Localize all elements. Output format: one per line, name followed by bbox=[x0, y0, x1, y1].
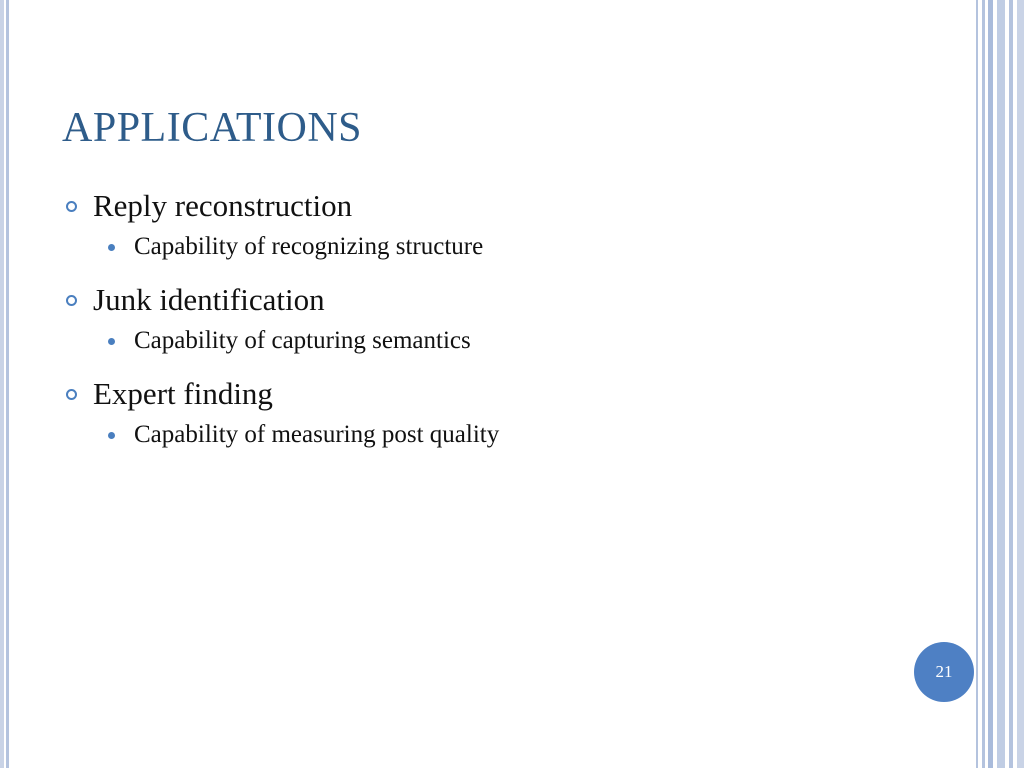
bullet-item bbox=[66, 186, 946, 226]
bullet-text: Junk identification bbox=[93, 282, 325, 317]
bullet-text: Expert finding bbox=[93, 376, 273, 411]
dot-bullet-icon bbox=[108, 432, 115, 439]
right-border-stripe bbox=[1009, 0, 1013, 768]
right-border-stripe bbox=[982, 0, 985, 768]
right-border-stripe bbox=[976, 0, 978, 768]
dot-bullet-icon bbox=[108, 338, 115, 345]
bullet-item bbox=[66, 280, 946, 320]
page-number-badge bbox=[914, 642, 974, 702]
sub-bullet-item bbox=[66, 324, 946, 358]
sub-bullet-text: Capability of recognizing structure bbox=[134, 233, 484, 260]
ring-bullet-icon bbox=[66, 295, 77, 306]
ring-bullet-icon bbox=[66, 201, 77, 212]
left-border-stripe bbox=[6, 0, 9, 768]
sub-bullet-text: Capability of capturing semantics bbox=[134, 327, 471, 354]
left-border-stripe bbox=[0, 0, 4, 768]
bullet-item bbox=[66, 374, 946, 414]
right-border-stripe bbox=[988, 0, 993, 768]
right-border-stripe bbox=[1017, 0, 1024, 768]
bullet-list bbox=[66, 186, 946, 468]
slide-title: APPLICATIONS bbox=[62, 105, 363, 151]
sub-bullet-item bbox=[66, 230, 946, 264]
ring-bullet-icon bbox=[66, 389, 77, 400]
sub-bullet-text: Capability of measuring post quality bbox=[134, 421, 500, 448]
dot-bullet-icon bbox=[108, 244, 115, 251]
sub-bullet-item bbox=[66, 418, 946, 452]
page-number: 21 bbox=[935, 662, 953, 681]
right-border-stripe bbox=[997, 0, 1005, 768]
bullet-text: Reply reconstruction bbox=[93, 188, 353, 223]
